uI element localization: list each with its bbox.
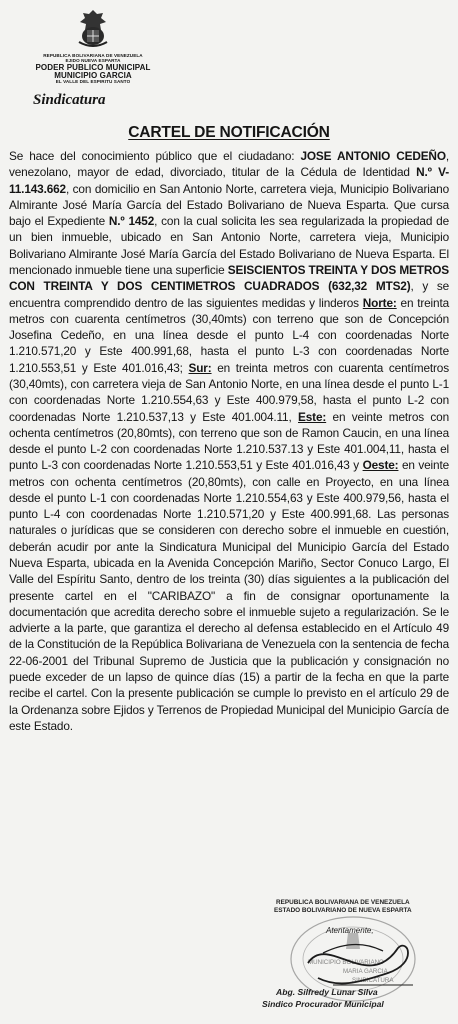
letterhead-line-3: PODER PUBLICO MUNICIPAL <box>35 62 151 72</box>
boundary-north-label: Norte: <box>362 295 397 310</box>
official-stamp-signature <box>248 893 443 1021</box>
coat-of-arms-icon <box>73 8 113 48</box>
notice-title <box>0 124 458 142</box>
stamp-line-1: REPUBLICA BOLIVARIANA DE VENEZUELA <box>276 899 410 906</box>
body-text-3: , con domicilio en San Antonio Norte, carretera vieja, Municipio Bolivariano Almirante José María García del Estado Bolivariano de Nueva Esparta. Que cursa bajo el Expediente <box>9 181 449 229</box>
citizen-name: JOSE ANTONIO CEDEÑO <box>300 149 446 163</box>
stamp-line-2: ESTADO BOLIVARIANO DE NUEVA ESPARTA <box>274 907 412 914</box>
body-text-9: en veinte metros con ochenta centímetros (20,80mts), con calle en Proyecto, en una línea desde el punto L-1 con coordenadas Norte 1.210.554,63 y Este 400.979,56, hasta el punto L-4 con coordenadas Norte 1.210.571,20 y Este 400.991,68. Las personas naturales o jurídicas que se consideren con derecho sobre el inmueble en cuestión, deberán acudir por ante la Sindicatura Municipal del Municipio García del Estado Nueva Esparta, ubicada en la Avenida Concepción Mariño, Sector Conuco Largo, El Valle del Espíritu Santo, dentro de los treinta (30) días siguientes a la publicación del presente cartel en el "CARIBAZO" a fin de consignar oportunamente la documentación que acredita derecho sobre el inmueble sujeto a regularización. Se le advierte a la parte, que garantiza el derecho al defensa establecido en el Artículo 49 de la Constitución de la República Bolivariana de Venezuela con la sentencia de fecha 22-06-2001 del Tribunal Supremo de Justicia que la publicación y consignación no puede exceder de un lapso de quince días (15) a partir de la fecha en que la parte recibe el cartel. Con la presente publicación se cumple lo previsto en el artículo 29 de la Ordenanza sobre Ejidos y Terrenos de Propiedad Municipal del Municipio García de este Estado. <box>9 458 449 733</box>
surface-area: SEISCIENTOS TREINTA Y DOS METROS CON TREINTA Y DOS CENTIMETROS CUADRADOS (632,32 MTS2) <box>9 262 449 294</box>
notice-title-text: CARTEL DE NOTIFICACIÓN <box>128 124 330 141</box>
signer-role: Sindico Procurador Municipal <box>262 999 384 1009</box>
seal-line-2: MARIA GARCIA <box>343 968 388 975</box>
signer-name: Abg. Silfredy Lunar Silva <box>276 987 378 997</box>
seal-line-1: MUNICIPIO BOLIVARIANO <box>308 959 384 966</box>
body-text-5: , y se encuentra comprendido dentro de las siguientes medidas y linderos <box>9 279 450 310</box>
letterhead-line-5: EL VALLE DEL ESPIRITU SANTO <box>55 79 131 85</box>
file-number: N.º 1452 <box>108 214 155 229</box>
boundary-west-label: Oeste: <box>362 458 399 473</box>
department-name: Sindicatura <box>33 92 106 108</box>
body-text-1: Se hace del conocimiento público que el ciudadano: <box>9 149 301 163</box>
body-text-7: en treinta metros con cuarenta centímetros (30,40mts), con carretera vieja de San Antonio Norte, en una línea desde el punto L-1 con coordenadas Norte 1.210.554,63 y Este 400.979,58, hasta el punto L-2 con coordenadas Norte 1.210.537,13 y Este 401.004.11, <box>9 360 449 424</box>
body-text-2: , venezolano, mayor de edad, divorciado, titular de la Cédula de Identidad <box>9 149 449 180</box>
letterhead <box>18 8 168 85</box>
body-text-4: , con la cual solicita les sea regularizada la propiedad de un bien inmueble, ubicado en San Antonio Norte, carretera vieja, Municipio Bolivariano Almirante José María García del Estado Bolivariano de Nueva Esparta. El mencionado inmueble tiene una superficie <box>9 214 449 277</box>
body-text-6: en treinta metros con cuarenta centímetros (30,40mts) con terreno que son de Concepción Josefina Cedeño, en una línea desde el punto L-4 con coordenadas Norte 1.210.571,20 y Este 400.991,68, hasta el punto L-3 con coordenadas Norte 1.210.553,51 y Este 401.016,43; <box>9 295 449 375</box>
letterhead-line-4: MUNICIPIO GARCIA <box>54 71 132 81</box>
letterhead-line-2: EJIDO NUEVA ESPARTA <box>65 57 121 63</box>
boundary-east-label: Este: <box>298 409 327 424</box>
letterhead-line-1: REPUBLICA BOLIVARIANA DE VENEZUELA <box>43 53 143 58</box>
body-text-8: en veinte metros con ochenta centímetros (20,80mts), con terreno que son de Ramon Caucin, en una línea desde el punto L-2 con coordenadas Norte 1.210.537.13 y Este 401.004,11, hasta el punto L-3 con coordenadas Norte 1.210.553,51 y Este 401.016,43 y <box>9 409 449 473</box>
seal-line-3: SINDICATURA <box>352 977 394 984</box>
boundary-south-label: Sur: <box>188 360 212 375</box>
closing-text: Atentamente, <box>326 926 374 935</box>
id-number: N.º V-11.143.662 <box>9 165 449 196</box>
notice-body <box>9 148 449 734</box>
